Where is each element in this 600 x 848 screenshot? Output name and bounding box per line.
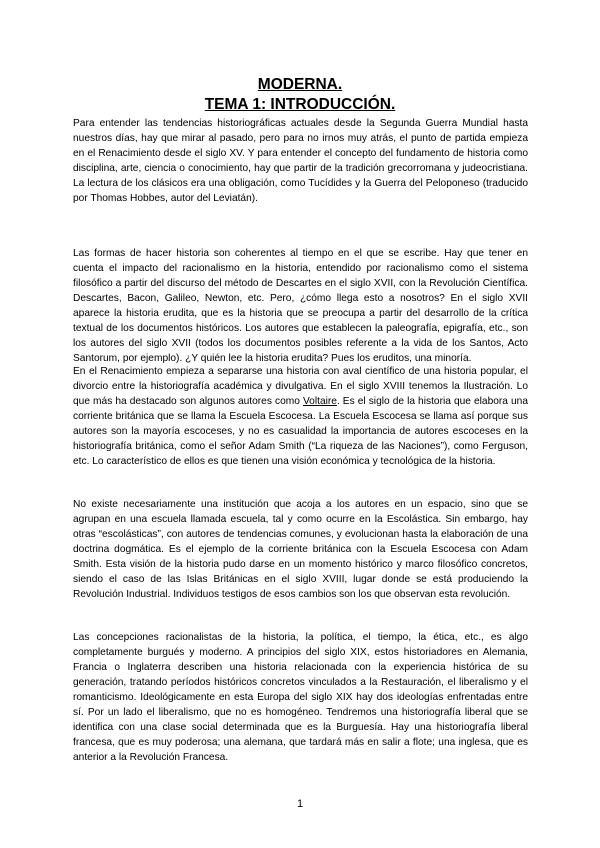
paragraph-2 (73, 246, 528, 366)
paragraph-text: Las formas de hacer historia son coherentes al tiempo en el que se escribe. Hay que tener en cuenta el impacto del racionalismo en la historia, entendido por racionalismo como el sistema filosófico a partir del discurso del método de Descartes en el siglo XVII, con la Revolución Científica. Descartes, Bacon, Galileo, Newton, etc. Pero, ¿cómo llega esto a nosotros? En el siglo XVII aparece la historia erudita, que es la historia que se preocupa a partir del desarrollo de la crítica textual de los documentos históricos. Los autores que establecen la paleografía, epigrafía, etc., son los autores del siglo XVII (todos los documentos posibles referente a la vida de los Santos, Acto Santorum, por ejemplo). ¿Y quién lee la historia erudita? Pues los eruditos, una minoría. (73, 248, 528, 364)
paragraph-text: Para entender las tendencias historiográficas actuales desde la Segunda Guerra Mundial hasta nuestros días, hay que mirar al pasado, pero para no irnos muy atrás, el punto de partida empieza en el Renacimiento desde el siglo XV. Y para entender el concepto del fundamento de historia como disciplina, arte, ciencia o conocimiento, hay que partir de la tradición grecorromana y judeocristiana. La lectura de los clásicos era una obligación, como Tucídides y la Guerra del Peloponeso (traducido por Thomas Hobbes, autor del Leviatán). (73, 118, 528, 204)
paragraph-text-start: En el Renacimiento empieza a separarse una historia con aval científico de una historia popular, el divorcio entre la historiografía académica y divulgativa. En el siglo XVIII tenemos la Ilustración. Lo que más ha destacado son algunos autores como (73, 366, 528, 407)
paragraph-3 (73, 364, 528, 469)
course-title: MODERNA. (257, 76, 343, 93)
paragraph-text: Las concepciones racionalistas de la historia, la política, el tiempo, la ética, etc., es algo completamente burgués y moderno. A principios del siglo XIX, estos historiadores en Alemania, Francia o Inglaterra describen una historia relacionada con la experiencia histórica de su generación, tratando períodos históricos concretos vinculados a la Restauración, el liberalismo y el romanticismo. Ideológicamente en esta Europa del siglo XIX hay dos ideologías enfrentadas entre sí. Por un lado el liberalismo, que no es homogéneo. Tendremos una historiografía liberal que se identifica con una clase social determinada que es la Burguesía. Hay una historiografía liberal francesa, que es muy poderosa; una alemana, que tardará más en salir a flote; una inglesa, que es anterior a la Revolución Francesa. (73, 632, 528, 763)
voltaire-link[interactable]: Voltaire (302, 396, 337, 407)
paragraph-text-end: . Es el siglo de la historia que elabora una corriente británica que se llama la Escuela Escocesa. La Escuela Escocesa se llama así porque sus autores son la mayoría escoceses, y no es casualidad la importancia de autores escoceses en la historiografía británica, como el señor Adam Smith (“La riqueza de las Naciones”), como Ferguson, etc. Lo característico de ellos es que tienen una visión económica y tecnológica de la historia. (73, 396, 529, 467)
paragraph-text: No existe necesariamente una institución que acoja a los autores en un espacio, sino que se agrupan en una escuela llamada escuela, tal y como ocurre en la Escolástica. Sin embargo, hay otras “escolásticas”, con autores de tendencias comunes, y evolucionan hasta la elaboración de una doctrina dogmática. Es el ejemplo de la corriente británica con la Escuela Escocesa con Adam Smith. Esta visión de la historia pudo darse en un momento histórico y marco filosófico concretos, siendo el caso de las Islas Británicas en el siglo XVIII, lugar donde se está produciendo la Revolución Industrial. Individuos testigos de esos cambios son los que observan esta revolución. (73, 499, 528, 600)
paragraph-text (73, 364, 528, 469)
paragraph-5 (73, 630, 528, 765)
page-number: 1 (296, 798, 304, 810)
chapter-title: TEMA 1: INTRODUCCIÓN. (204, 96, 396, 113)
paragraph-1 (73, 116, 528, 206)
paragraph-4 (73, 497, 528, 602)
